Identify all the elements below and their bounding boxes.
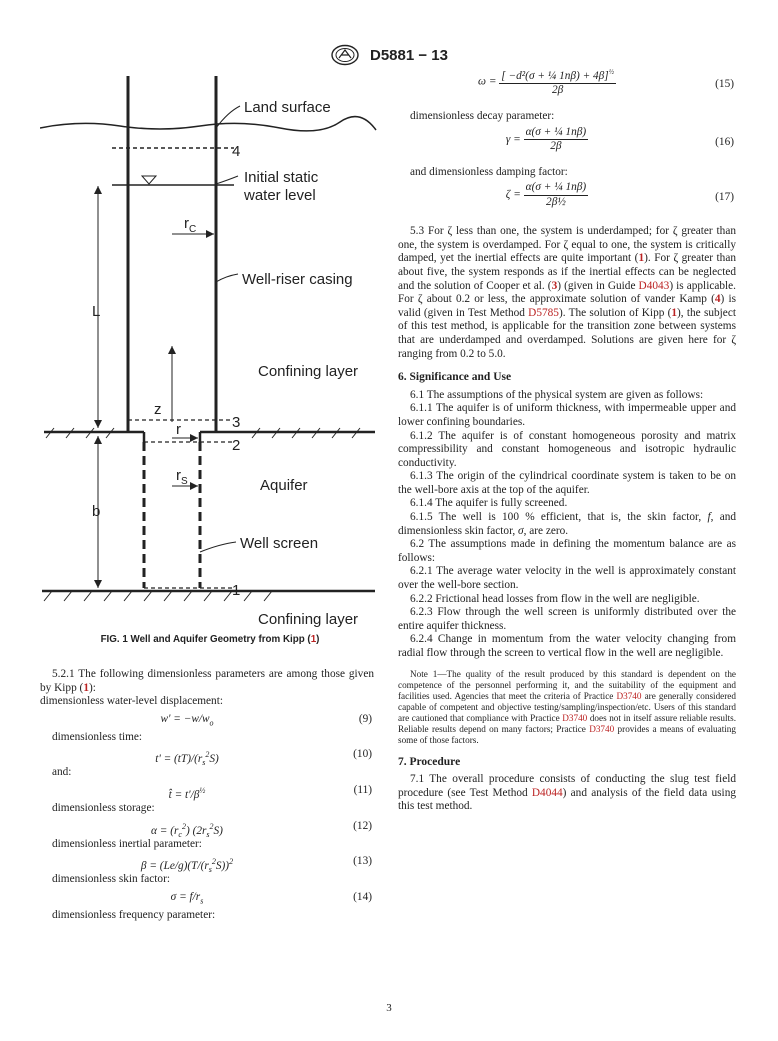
equation-12: $\alpha = (r_c^2)$ $(2r_s^2S)$ (12) bbox=[151, 819, 372, 839]
label-land-surface: Land surface bbox=[244, 99, 331, 116]
para-6-1: 6.1 The assumptions of the physical system are given as follows: bbox=[410, 388, 704, 401]
equation-17: ζ = $\frac{\text{α(σ + ¼ 1nβ)}}{\text{2β½}}$ (17) bbox=[505, 181, 734, 208]
label-skin: dimensionless skin factor: bbox=[52, 873, 170, 886]
para-6-2: 6.2 The assumptions made in defining the momentum balance are as follows: bbox=[398, 538, 736, 564]
page-number: 3 bbox=[386, 1002, 392, 1014]
label-displacement: dimensionless water-level displacement: bbox=[40, 695, 223, 708]
label-storage: dimensionless storage: bbox=[52, 801, 155, 814]
para-6-1-1: 6.1.1 The aquifer is of uniform thickness, with impermeable upper and lower confining boundaries. bbox=[398, 402, 736, 428]
label-inertial: dimensionless inertial parameter: bbox=[52, 837, 202, 850]
link-d3740-b[interactable]: D3740 bbox=[562, 712, 588, 723]
label-time: dimensionless time: bbox=[52, 730, 143, 743]
label-z: z bbox=[154, 401, 162, 418]
well-aquifer-figure bbox=[40, 76, 380, 632]
label-and: and: bbox=[52, 766, 72, 779]
label-rc: $r_C$ bbox=[184, 215, 197, 235]
label-3: 3 bbox=[232, 414, 241, 431]
label-4: 4 bbox=[232, 143, 241, 160]
label-water-level: water level bbox=[244, 187, 316, 204]
right-column bbox=[398, 66, 736, 814]
heading-section-6: 6. Significance and Use bbox=[398, 371, 512, 384]
para-6-1-2: 6.1.2 The aquifer is of constant homogeneous porosity and matrix compressibility and constant homogeneous and isotropic hydraulic conductivity. bbox=[398, 429, 736, 469]
water-level-triangle-icon bbox=[142, 176, 156, 184]
link-d4043[interactable]: D4043 bbox=[638, 279, 670, 292]
page-header bbox=[0, 44, 778, 66]
label-frequency: dimensionless frequency parameter: bbox=[52, 908, 216, 921]
label-aquifer: Aquifer bbox=[260, 477, 308, 494]
label-r: r bbox=[176, 421, 181, 438]
label-well-screen: Well screen bbox=[240, 535, 319, 552]
para-6-2-4: 6.2.4 Change in momentum from the water velocity changing from radial flow through the screen to vertical flow in the well are negligible. bbox=[398, 633, 736, 659]
label-damping: and dimensionless damping factor: bbox=[410, 165, 568, 178]
note-1: Note 1—The quality of the result produced by this standard is dependent on the competence of the personnel performing it, and the suitability of the equipment and facilities used. Agencies that meet the criteria of Practice D3740 are generally considered capable of competent and objective testing/sampling/inspection/etc. Users of this standard are cautioned that compliance with Practice D3740 does not in itself assure reliable results. Reliable results depend on many factors; Practice D3740 provides a means of evaluating some of those factors. bbox=[398, 668, 736, 745]
heading-section-7: 7. Procedure bbox=[398, 755, 461, 768]
para-5-2-1: 5.2.1 The following dimensionless parameters are among those given by Kipp (1): bbox=[40, 668, 374, 694]
para-6-2-3: 6.2.3 Flow through the well screen is uniformly distributed over the entire aquifer thickness. bbox=[398, 606, 736, 632]
link-d3740-c[interactable]: D3740 bbox=[589, 723, 615, 734]
para-6-2-1: 6.2.1 The average water velocity in the well is approximately constant over the well-bore section. bbox=[398, 565, 736, 592]
link-d5785[interactable]: D5785 bbox=[528, 306, 559, 319]
label-decay: dimensionless decay parameter: bbox=[410, 110, 555, 122]
label-L: L bbox=[92, 303, 101, 320]
link-d4044[interactable]: D4044 bbox=[531, 786, 563, 799]
equation-9: $w' = -w/w_o$ (9) bbox=[160, 712, 372, 728]
label-confining-top: Confining layer bbox=[258, 363, 359, 380]
figure-caption: FIG. 1 Well and Aquifer Geometry from Kipp (1) bbox=[100, 634, 320, 645]
para-5-3: 5.3 For ζ less than one, the system is underdamped; for ζ greater than one, the system is overdamped. For ζ equal to one, the system is critically damped, yet the inertial effects are quite important (1). For ζ greater than about five, the system responds as if the inertial effects can be neglected and the solution of Cooper et al. (3) (given in Guide D4043) is applicable. For ζ about 0.2 or less, the approximate solution of vander Kamp (4) is valid (given in Test Method D5785). The solution of Kipp (1), the subject of this test method, is applicable for the transition zone between systems that are underdamped and overdamped. Solutions are given here for ζ ranging from 0.2 to 5.0. bbox=[398, 225, 736, 360]
para-6-1-4: 6.1.4 The aquifer is fully screened. bbox=[410, 497, 568, 510]
designation-title: D5881 − 13 bbox=[370, 46, 448, 64]
para-7-1: 7.1 The overall procedure consists of conducting the slug test field procedure (see Test Method D4044) and analysis of the field data using this test method. bbox=[398, 773, 736, 813]
equation-15: ω = $\frac{[ -d^2(\sigma + \frac{1}{4} 1n\beta) + 4\beta]^{\frac{1}{2}}}{2\beta}$ (15) bbox=[478, 68, 734, 97]
equation-16: γ = $\frac{\text{α(σ + ¼ 1nβ)}}{2\beta}$ (16) bbox=[505, 125, 734, 153]
label-b: b bbox=[92, 503, 101, 520]
equation-10: $t' = (tT)/(r_s^2S)$ (10) bbox=[155, 748, 372, 768]
label-well-riser: Well-riser casing bbox=[242, 271, 353, 288]
label-2: 2 bbox=[232, 437, 241, 454]
para-6-2-2: 6.2.2 Frictional head losses from flow in the well are negligible. bbox=[410, 592, 700, 605]
left-column bbox=[40, 668, 374, 922]
label-rs: $r_S$ bbox=[176, 467, 188, 487]
para-6-1-3: 6.1.3 The origin of the cylindrical coordinate system is taken to be on the well-bore axis at the top of the aquifer. bbox=[398, 470, 736, 496]
link-d3740-a[interactable]: D3740 bbox=[616, 690, 642, 701]
land-surface-line bbox=[40, 117, 376, 131]
equation-14: $\sigma = f/r_s$ (14) bbox=[170, 890, 372, 905]
label-initial-static: Initial static bbox=[244, 169, 319, 186]
equation-11: t̂ = $t'/\beta^{\frac{1}{2}}$ (11) bbox=[168, 783, 372, 801]
astm-logo-icon bbox=[330, 44, 360, 66]
label-confining-bottom: Confining layer bbox=[258, 611, 359, 628]
label-1: 1 bbox=[232, 582, 241, 599]
equation-13: $\beta = (Le/g)(T/(r_s^2S))^2$ (13) bbox=[140, 855, 372, 875]
para-6-1-5: 6.1.5 The well is 100 % efficient, that is, the skin factor, f, and dimensionless skin factor, σ, are zero. bbox=[398, 511, 737, 537]
